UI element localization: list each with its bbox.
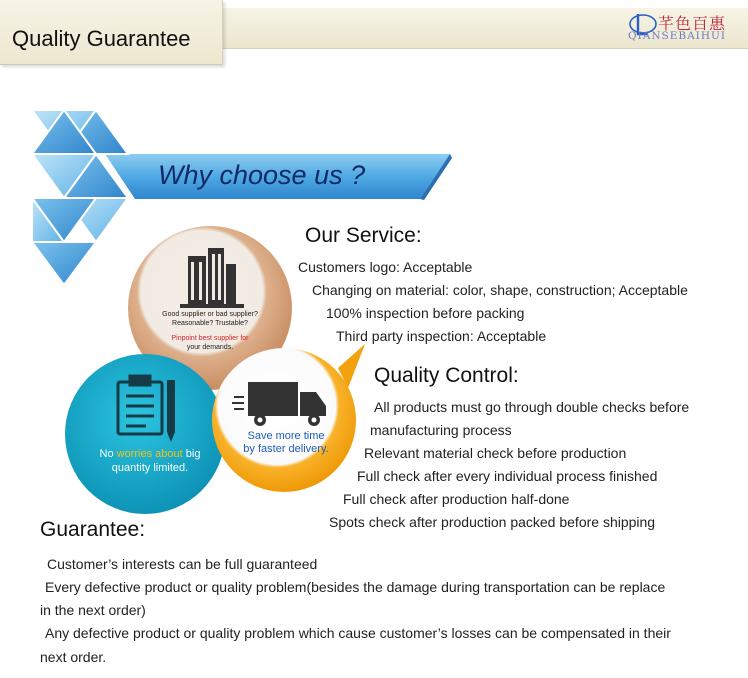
supplier-question-line-1: Good supplier or bad supplier? [162,311,258,318]
delivery-line-1: Save more time [247,430,325,442]
supplier-question-line-2: Reasonable? Trustable? [172,320,248,327]
guarantee-line-4: Any defective product or quality problem which cause customer’s losses can be compensated in their [45,625,671,641]
delivery-text [236,430,336,456]
quantity-line-1 [90,447,210,461]
quality-item-double-check-cont: manufacturing process [370,422,512,438]
page-title: Quality Guarantee [12,26,191,51]
quantity-worries: worries about [116,448,183,460]
quantity-text [90,447,210,475]
quantity-no: No [99,448,117,460]
pen-icon [167,380,175,442]
banner-title: Why choose us ? [158,160,366,190]
supplier-pinpoint-line-2: your demands. [186,344,234,351]
service-item-third-party: Third party inspection: Acceptable [336,328,547,344]
quality-item-material-check: Relevant material check before production [364,445,627,461]
logo-text-chinese: 芊色百惠 [658,14,727,33]
service-heading: Our Service: [305,224,422,247]
supplier-pinpoint-text [155,334,265,352]
service-item-material: Changing on material: color, shape, construction; Acceptable [312,282,688,298]
quality-item-double-check: All products must go through double checks before [374,399,690,415]
guarantee-line-2: Every defective product or quality problem(besides the damage during transportation can be replace [45,579,666,595]
logo-text-english: QIANSEBAIHUI [628,30,726,42]
guarantee-line-3: in the next order) [40,602,146,618]
quantity-line-2: quantity limited. [111,462,189,474]
quantity-bubble [65,354,225,514]
guarantee-line-1: Customer’s interests can be full guaranteed [47,556,318,572]
quality-item-half-done: Full check after production half-done [343,491,570,507]
supplier-pinpoint-line-1: Pinpoint best supplier for [171,335,249,342]
service-item-logo: Customers logo: Acceptable [298,259,473,275]
delivery-line-2: by faster delivery. [243,443,329,455]
guarantee-heading: Guarantee: [40,518,146,541]
quantity-big: big [182,448,201,460]
quality-item-spot-check: Spots check after production packed before shipping [329,514,656,530]
quality-item-full-check: Full check after every individual process finished [357,468,658,484]
supplier-question-text [155,310,265,328]
guarantee-line-5: next order. [40,649,107,665]
service-item-inspection: 100% inspection before packing [326,305,525,321]
quality-heading: Quality Control: [374,364,519,387]
